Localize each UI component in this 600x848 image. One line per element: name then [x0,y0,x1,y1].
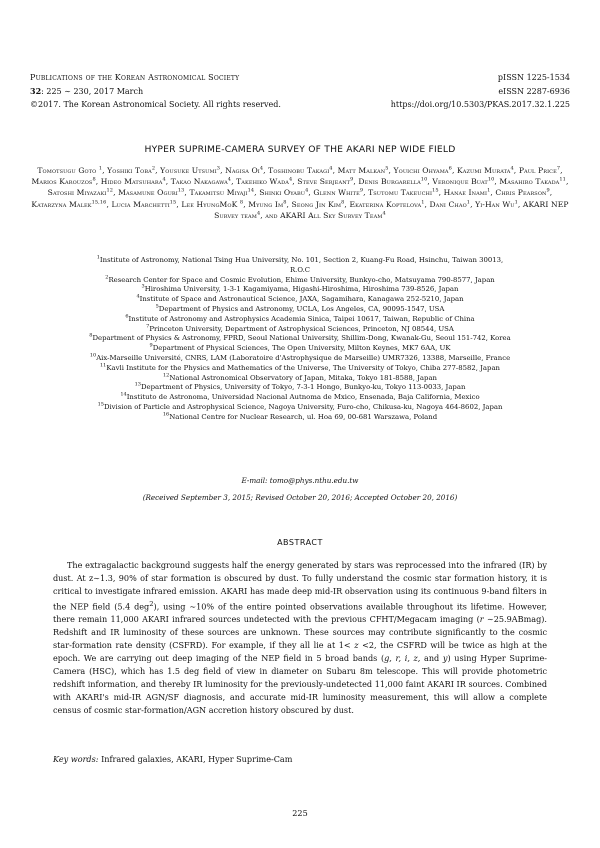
affiliation-number: 13 [134,382,141,389]
keywords-line [53,754,292,764]
affiliation-text: Hiroshima University, 1-3-1 Kagamiyama, Higashi-Hiroshima, Hiroshima 739-8526, Japan [144,285,459,294]
affiliation-text: Kavli Institute for the Physics and Mathematics of the Universe, The University of Tokyo, Chiba 277-8582, Japan [106,363,500,372]
affiliation-number: 14 [120,391,127,398]
affiliation-text: Research Center for Space and Cosmic Evolution, Ehime University, Bunkyo-cho, Matsuyama 790-8577, Japan [108,275,495,284]
received-dates: (Received September 3, 2015; Revised October 20, 2016; Accepted October 20, 2016) [142,493,458,502]
keywords-label: Key words: [53,754,99,764]
affiliation-line [22,315,578,325]
journal-name: Publications of the Korean Astronomical Society [30,73,240,82]
abstract-heading: ABSTRACT [277,538,323,547]
affiliation-number: 9 [149,342,153,349]
affiliation-text: Department of Physics & Astronomy, FPRD, Seoul National University, Shillim-Dong, Kwanak-Gu, Seoul 151-742, Korea [92,334,511,343]
affiliation-line [22,344,578,354]
affiliation-number: 10 [89,352,97,359]
affiliation-line [22,325,578,335]
affiliation-number: 11 [99,362,107,369]
affiliation-line [22,276,578,286]
pissn: pISSN 1225-1534 [497,73,570,82]
affiliation-text: Division of Particle and Astrophysical Science, Nagoya University, Furo-cho, Chikusa-ku, Nagoya 464-8602, Japan [103,402,503,411]
affiliation-line [22,305,578,315]
author-list: Tomotsugu Goto $^1$, Yoshiki Toba$^2$, Yousuke Utsumi$^3$, Nagisa Oi$^4$, Toshinobu Takagi$^4$, Matt Malkan$^5$, Youichi Ohyama$^6$, Kazumi Murata$^4$, Paul Price$^7$, Marios Karouzos$^8$, Hideo Matsuhara$^4$, Takao Nakagawa$^4$, Takehiko Wada$^4$, Steve Serjeant$^9$, Denis Burgarella$^{10}$, Veronique Buat$^{10}$, Masahiro Takada$^{11}$, Satoshi Miyazaki$^{12}$, Masamune Oguri$^{13}$, Takamitsu Miyaji$^{14}$, Shinki Oyabu$^4$, Glenn White$^9$, Tsutomu Takeuchi$^{15}$, Hanae Inami$^1$, Chris Pearson$^9$, Katarzyna Malek$^{15,16}$, Lucia Marchetti$^{15}$, Lee HyungMoK $^8$, Myung Im$^8$, Seong Jin Kim$^8$, Ekaterina Koptelova$^1$, Dani Chao$^1$, Yi-Han Wu$^1$, AKARI NEP Survey team$^4$, and AKARI All Sky Survey Team$^4$ [31,165,569,220]
affiliation-list [22,256,578,423]
affiliation-line [22,393,578,403]
affiliation-number: 12 [163,372,170,379]
volume-line [30,85,281,99]
affiliation-number: 2 [105,274,109,281]
affiliation-number: 4 [136,293,140,300]
affiliation-number: 8 [89,333,93,340]
affiliation-line [22,285,578,295]
eissn: eISSN 2287-6936 [498,86,570,96]
page-number: 225 [292,808,308,818]
affiliation-number: 15 [97,401,104,408]
affiliation-text: Institute of Space and Astronautical Science, JAXA, Sagamihara, Kanagawa 252-5210, Japan [139,295,464,304]
affiliation-number: 16 [162,411,170,418]
affiliation-line [22,403,578,413]
affiliation-number: 3 [141,284,145,291]
pages-date: : 225 ∼ 230, 2017 March [41,86,144,96]
keywords-text: Infrared galaxies, AKARI, Hyper Suprime-Cam [101,754,293,764]
paper-title: HYPER SUPRIME-CAMERA SURVEY OF THE AKARI NEP WIDE FIELD [144,144,456,155]
affiliation-number: 7 [146,323,150,330]
affiliation-text: National Astronomical Observatory of Japan, Mitaka, Tokyo 181-8588, Japan [169,373,437,382]
affiliation-line [22,383,578,393]
contact-email[interactable]: E-mail: tomo@phys.nthu.edu.tw [241,476,359,485]
abstract-paragraph: The extragalactic background suggests half the energy generated by stars was reprocessed into the infrared (IR) by dust. At z∼1.3, 90% of star formation is obscured by dust. To fully understand the cosmic star formation history, it is critical to investigate infrared emission. AKARI has made deep mid-IR observation using its continuous 9-band filters in the NEP field (5.4 deg$^2$), using ∼10% of the entire pointed observations available throughout its lifetime. However, there remain 11,000 AKARI infrared sources undetected with the previous CFHT/Megacam imaging (r ∼25.9ABmag). Redshift and IR luminosity of these sources are unknown. These sources may contribute significantly to the cosmic star-formation rate density (CSFRD). For example, if they all lie at 1< z <2, the CSFRD will be twice as high at the epoch. We are carrying out deep imaging of the NEP field in 5 broad bands (g, r, i, z, and y) using Hyper Suprime-Camera (HSC), which has 1.5 deg field of view in diameter on Subaru 8m telescope. This will provide photometric redshift information, and thereby IR luminosity for the previously-undetected 11,000 faint AKARI IR sources. Combined with AKARI's mid-IR AGN/SF diagnosis, and accurate mid-IR luminosity measurement, this will allow a complete census of cosmic star-formation/AGN accretion history obscured by dust. [53,560,548,715]
affiliation-number: 5 [155,303,159,310]
affiliation-line [22,295,578,305]
affiliation-text: R.O.C [289,265,311,274]
affiliation-text: Department of Physical Sciences, The Open University, Milton Keynes, MK7 6AA, UK [152,344,451,353]
doi-link[interactable]: https://doi.org/10.5303/PKAS.2017.32.1.225 [390,100,570,109]
volume-number: 32 [30,85,42,96]
affiliation-line [22,334,578,344]
affiliation-number: 1 [96,254,100,261]
affiliation-text: Institute of Astronomy, National Tsing Hua University, No. 101, Section 2, Kuang-Fu Road, Hsinchu, Taiwan 30013, [99,256,504,264]
affiliation-line [22,256,578,266]
abstract-body [53,559,547,717]
affiliation-line [22,413,578,423]
affiliation-text: Princeton University, Department of Astrophysical Sciences, Princeton, NJ 08544, USA [149,324,454,333]
affiliation-number: 6 [125,313,129,320]
affiliation-line [22,374,578,384]
journal-header-left [30,71,281,112]
affiliation-text: Department of Physics, University of Tokyo, 7-3-1 Hongo, Bunkyo-ku, Tokyo 113-0033, Japan [140,383,466,392]
affiliation-text: Institute of Astronomy and Astrophysics Academia Sinica, Taipei 10617, Taiwan, Republic of China [128,314,475,323]
affiliation-text: Aix-Marseille Université, CNRS, LAM (Laboratoire d'Astrophysique de Marseille) UMR7326, 13388, Marseille, France [96,353,511,362]
affiliation-text: National Centre for Nuclear Research, ul. Hoa 69, 00-681 Warszawa, Poland [169,412,438,421]
affiliation-text: Department of Physics and Astronomy, UCLA, Los Angeles, CA, 90095-1547, USA [158,304,445,313]
journal-header-right [391,71,570,112]
copyright-line: ©2017. The Korean Astronomical Society. All rights reserved. [30,100,281,109]
affiliation-text: Instituto de Astronoma, Universidad Nacional Autnoma de Mxico, Ensenada, Baja California, Mexico [126,393,480,402]
affiliation-line [22,364,578,374]
